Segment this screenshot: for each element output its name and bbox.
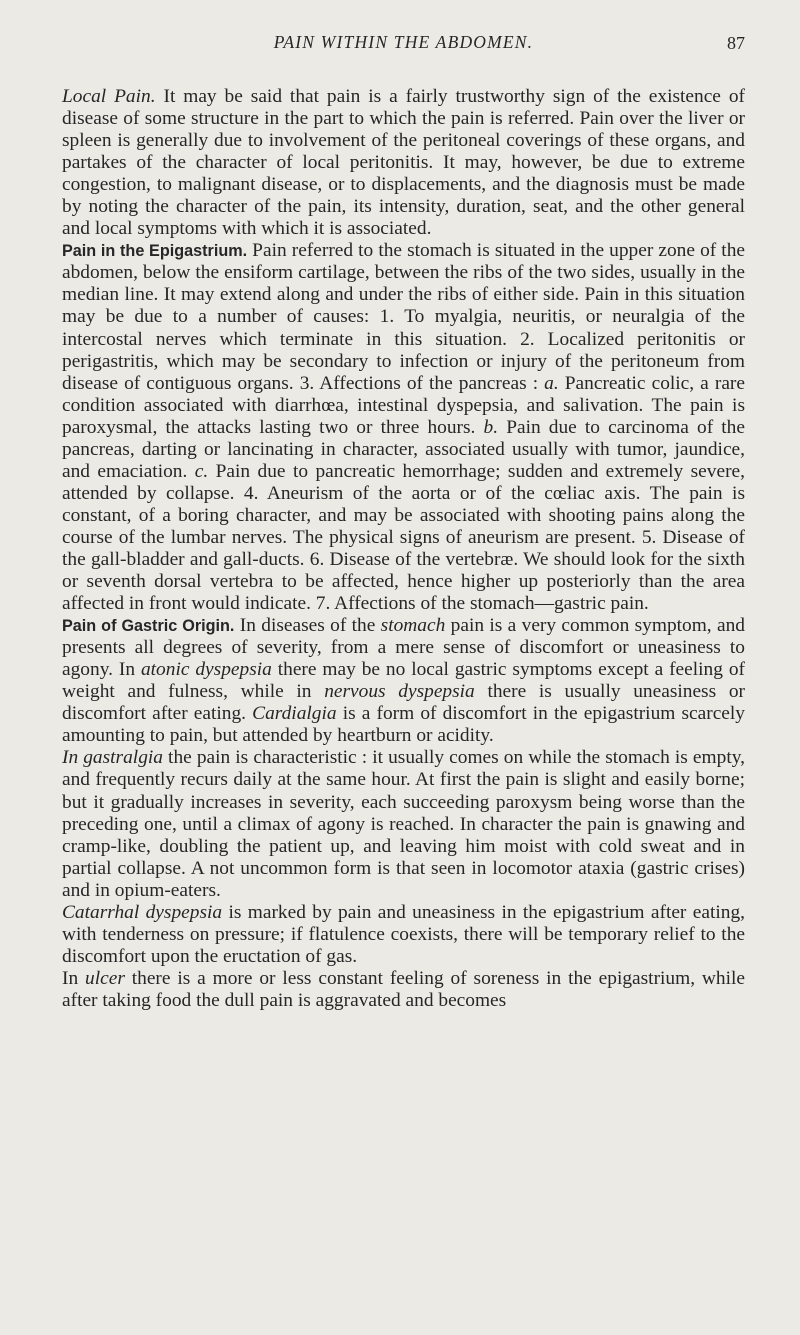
paragraph-text: is a form of discomfort in the epigastrium scarcely amounting to pain, but attended by heartburn or acidity. <box>62 703 745 747</box>
paragraph-text: there is a more or less constant feeling of soreness in the epigastrium, while after taking food the dull pain is aggravated and becomes <box>62 967 745 1011</box>
emphasis-term: nervous dyspepsia <box>324 681 475 703</box>
body-text <box>62 86 745 1012</box>
paragraph-text: the pain is characteristic : it usually comes on while the stomach is empty, and frequently recurs daily at the same hour. At first the pain is slight and easily borne; but it gradually increases in severity, each succeeding paroxysm being worse than the preceding one, until a climax of agony is reached. In character the pain is gnawing and cramp-like, doubling the patient up, and leaving him moist with cold sweat and in partial collapse. A not uncommon form is that seen in locomotor ataxia (gastric crises) and in opium-eaters. <box>62 747 745 901</box>
section-heading-local-pain: Local Pain. <box>62 86 156 107</box>
emphasis-term: atonic dyspepsia <box>140 659 272 681</box>
emphasis-term: Catarrhal dyspepsia <box>62 901 223 923</box>
paragraph-text: In <box>62 967 86 989</box>
paragraph-gastric-origin <box>62 615 745 747</box>
list-label-a: a. <box>544 372 559 394</box>
emphasis-term: ulcer <box>85 967 125 989</box>
paragraph-catarrhal-dyspepsia <box>62 902 745 968</box>
running-title: PAIN WITHIN THE ABDOMEN. <box>273 32 534 52</box>
paragraph-text: pain is a very common symptom, and presents all degrees of severity, from a mere sense of discomfort or uneasiness to agony. In <box>62 615 745 681</box>
paragraph-epigastrium <box>62 240 745 615</box>
paragraph-text: there may be no local gastric symptoms except a feeling of weight and fulness, while in <box>62 659 745 703</box>
section-heading-epigastrium: Pain in the Epigastrium. <box>62 242 248 261</box>
paragraph-local-pain <box>62 86 745 240</box>
paragraph-text: In diseases of the <box>234 615 381 637</box>
paragraph-text: It may be said that pain is a fairly trustworthy sign of the existence of disease of some structure in the part to which the pain is referred. Pain over the liver or spleen is generally due to involvement of the peritoneal coverings of these organs, and partakes of the character of local peritonitis. It may, however, be due to extreme congestion, to malignant disease, or to displacements, and the diagnosis must be made by noting the character of the pain, its intensity, duration, seat, and the other general and local symptoms with which it is associated. <box>62 86 745 240</box>
emphasis-term: stomach <box>380 615 446 637</box>
paragraph-gastralgia <box>62 747 745 901</box>
emphasis-term: In gastralgia <box>62 747 163 769</box>
section-heading-gastric-origin: Pain of Gastric Origin. <box>62 617 235 636</box>
paragraph-text: Pain referred to the stomach is situated in the upper zone of the abdomen, below the ensiform cartilage, between the ribs of the two sides, usually in the median line. It may extend along and under the ribs of either side. Pain in this situation may be due to a number of causes: 1. To myalgia, neuritis, or neuralgia of the intercostal nerves which terminate in this situation. 2. Localized peritonitis or perigastritis, which may be secondary to infection or injury of the peritoneum from disease of contiguous organs. 3. Affections of the pancreas : <box>62 240 745 394</box>
paragraph-text: is marked by pain and uneasiness in the epigastrium after eating, with tenderness on pressure; if flatulence coexists, there will be temporary relief to the discomfort upon the eructation of gas. <box>62 901 745 967</box>
emphasis-term: Cardialgia <box>252 703 337 725</box>
paragraph-text: there is usually uneasiness or discomfort after eating. <box>62 681 745 725</box>
paragraph-ulcer <box>62 968 745 1012</box>
paragraph-text: Pain due to pancreatic hemorrhage; sudden and extremely severe, attended by collapse. 4. Aneurism of the aorta or of the cœliac axis. The pain is constant, of a boring character, and may be associated with shooting pains along the course of the lumbar nerves. The physical signs of aneurism are present. 5. Disease of the gall-bladder and gall-ducts. 6. Disease of the vertebræ. We should look for the sixth or seventh dorsal vertebra to be affected, hence higher up posteriorly than the area affected in front would indicate. 7. Affections of the stomach—gastric pain. <box>62 460 745 615</box>
running-header <box>62 0 745 58</box>
paragraph-text: Pain due to carcinoma of the pancreas, darting or lancinating in character, associated usually with tumor, jaundice, and emaciation. <box>62 416 745 482</box>
list-label-c: c. <box>194 460 209 482</box>
page-number: 87 <box>727 33 745 53</box>
list-label-b: b. <box>483 416 499 438</box>
paragraph-text: Pancreatic colic, a rare condition associated with diarrhœa, intestinal dyspepsia, and salivation. The pain is paroxysmal, the attacks lasting two or three hours. <box>62 372 745 438</box>
